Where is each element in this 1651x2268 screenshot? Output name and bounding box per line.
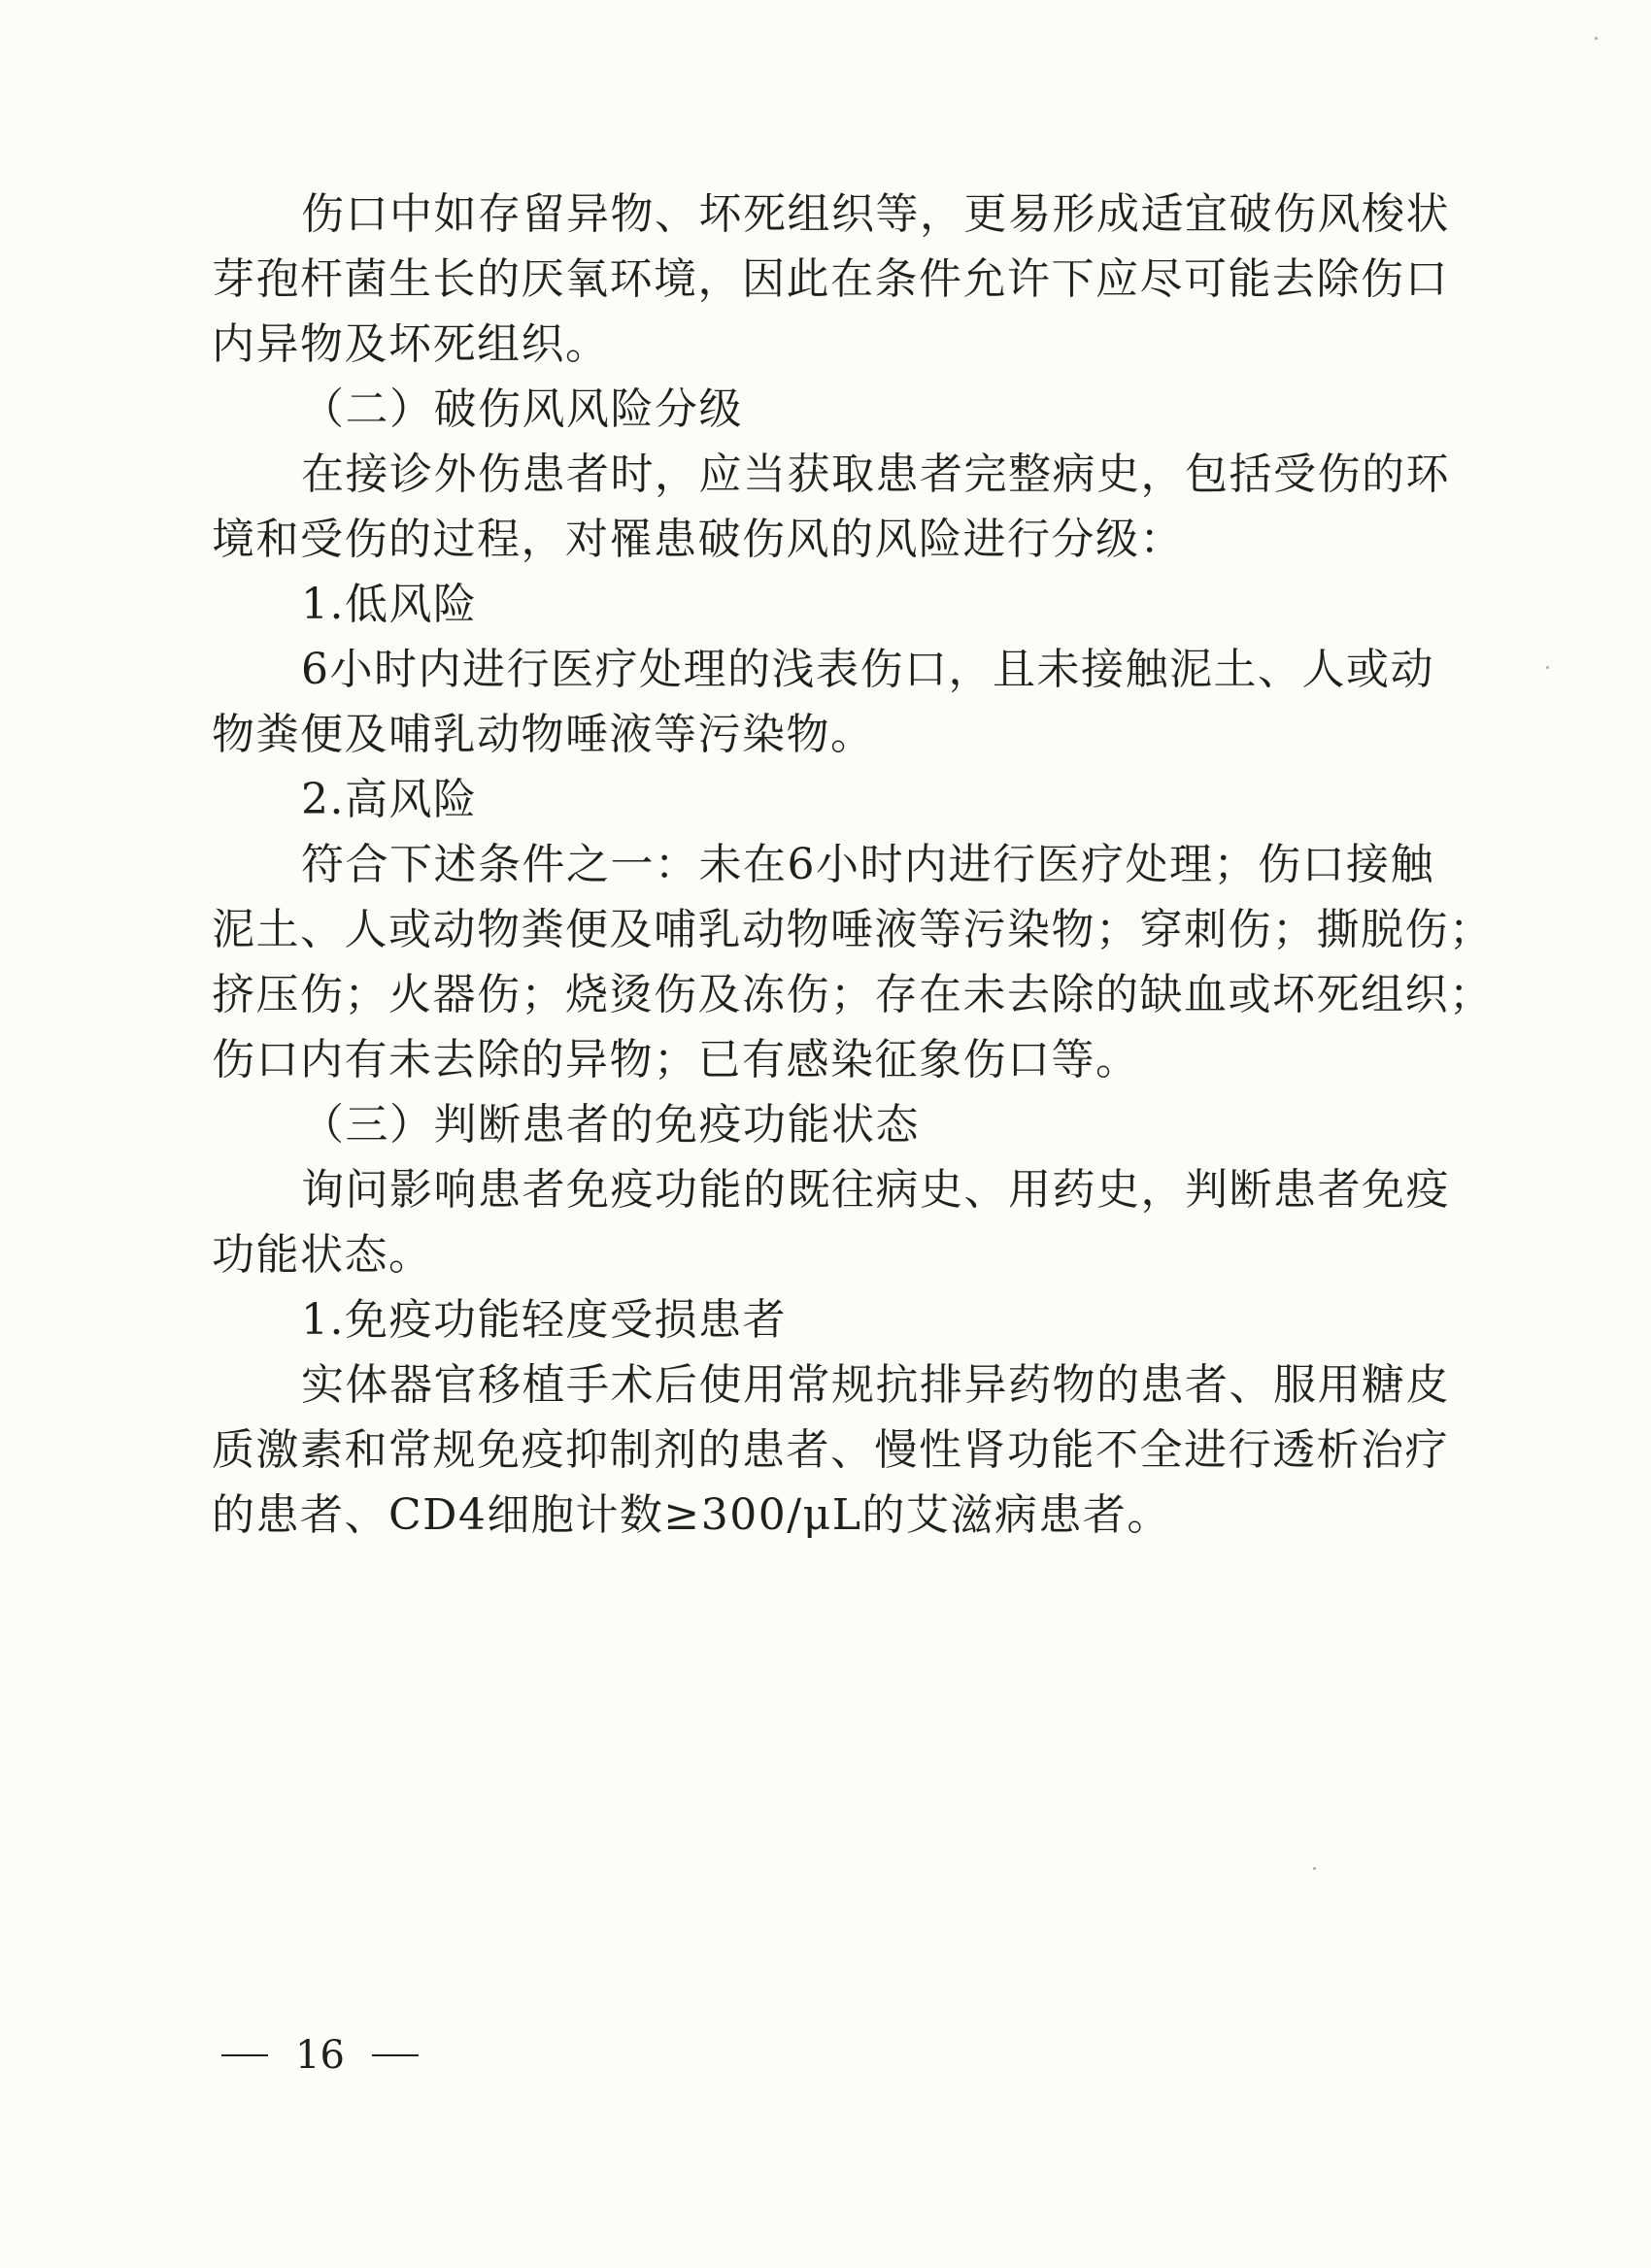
subsection-heading: 1.低风险 (301, 580, 478, 629)
paragraph-line: 境和受伤的过程，对罹患破伤风的风险进行分级： (212, 515, 1184, 564)
right-dash (372, 2054, 419, 2056)
paragraph-line: 在接诊外伤患者时，应当获取患者完整病史，包括受伤的环 (301, 450, 1450, 499)
page-number-text: 16 (295, 2033, 345, 2078)
paragraph-line: 实体器官移植手术后使用常规抗排异药物的患者、服用糖皮 (301, 1360, 1450, 1410)
paragraph-line: 物粪便及哺乳动物唾液等污染物。 (212, 710, 875, 759)
page-number (221, 2026, 419, 2085)
section-heading: （三）判断患者的免疫功能状态 (301, 1100, 920, 1150)
subsection-heading: 1.免疫功能轻度受损患者 (301, 1295, 787, 1345)
paragraph-line: 功能状态。 (212, 1230, 433, 1280)
paragraph-line: 芽孢杆菌生长的厌氧环境，因此在条件允许下应尽可能去除伤口 (212, 254, 1449, 304)
paragraph-line: 伤口内有未去除的异物；已有感染征象伤口等。 (212, 1035, 1140, 1084)
subsection-heading: 2.高风险 (301, 775, 478, 824)
scan-speck (957, 1492, 960, 1495)
paragraph-line: 质激素和常规免疫抑制剂的患者、慢性肾功能不全进行透析治疗 (212, 1425, 1449, 1475)
paragraph-line: 伤口中如存留异物、坏死组织等，更易形成适宜破伤风梭状 (301, 189, 1450, 239)
paragraph-line: 6小时内进行医疗处理的浅表伤口，且未接触泥土、人或动 (301, 645, 1434, 694)
left-dash (221, 2054, 268, 2056)
scan-speck (1595, 37, 1598, 40)
scan-speck (1546, 666, 1549, 669)
paragraph-line: 符合下述条件之一：未在6小时内进行医疗处理；伤口接触 (301, 840, 1434, 889)
paragraph-line: 挤压伤；火器伤；烧烫伤及冻伤；存在未去除的缺血或坏死组织； (212, 970, 1494, 1019)
paragraph-line: 内异物及坏死组织。 (212, 319, 610, 369)
paragraph-line: 泥土、人或动物粪便及哺乳动物唾液等污染物；穿刺伤；撕脱伤； (212, 905, 1494, 954)
section-heading: （二）破伤风风险分级 (301, 384, 743, 434)
scan-speck (1313, 1867, 1316, 1870)
paragraph-line: 询问影响患者免疫功能的既往病史、用药史，判断患者免疫 (301, 1165, 1450, 1215)
paragraph-line: 的患者、CD4细胞计数≥300/μL的艾滋病患者。 (212, 1490, 1171, 1540)
